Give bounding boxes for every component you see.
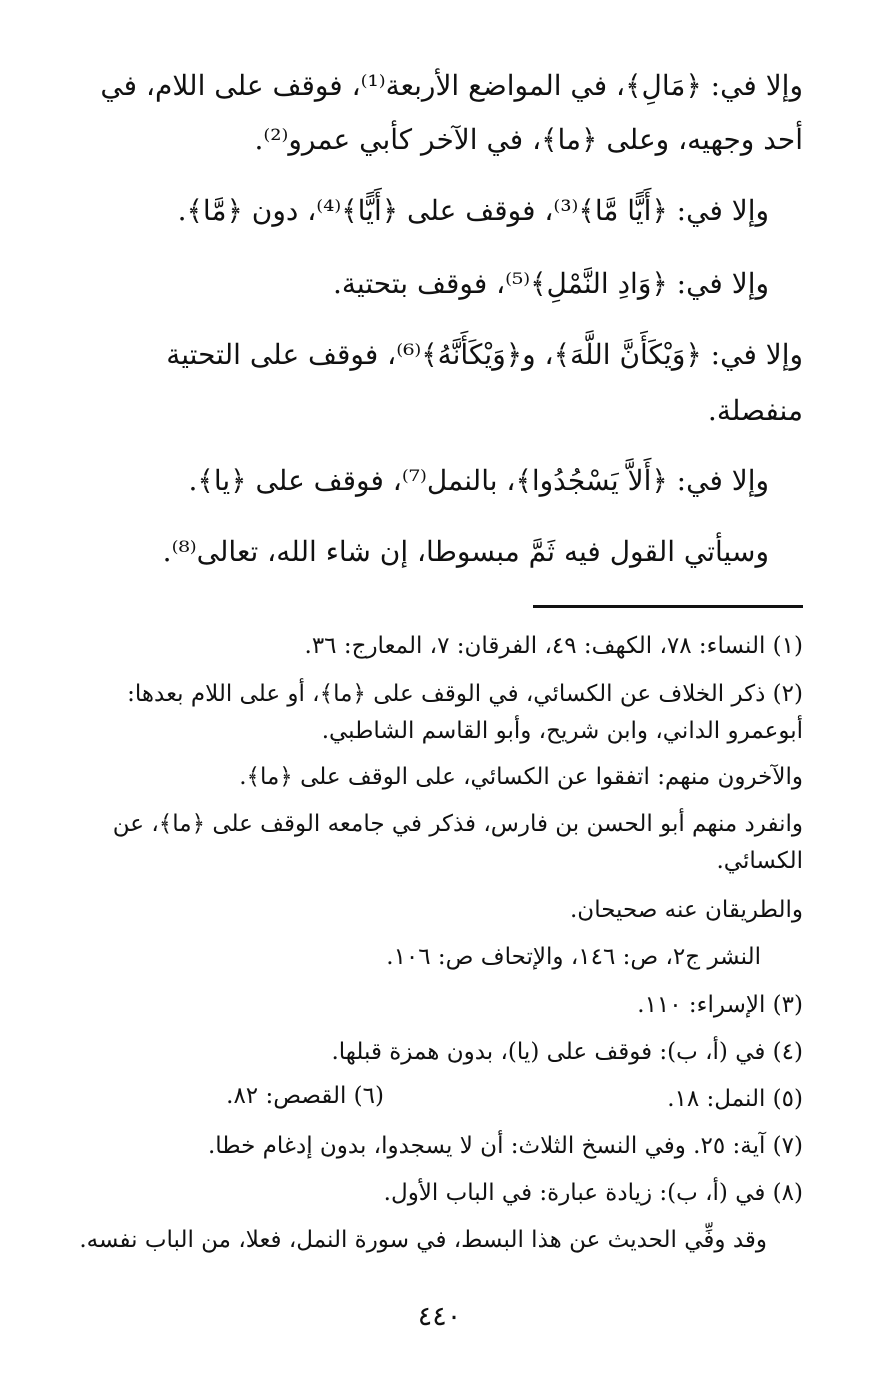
body-line-3: وإلا في: ﴿أَيًّا مَّا﴾⁽³⁾، فوقف على ﴿أَيًّا﴾⁽⁴⁾، دون ﴿مَّا﴾. bbox=[177, 194, 769, 227]
footnote-separator bbox=[533, 605, 803, 608]
footnote-2-source: النشر ج٢، ص: ١٤٦، والإتحاف ص: ١٠٦. bbox=[386, 944, 761, 970]
footnote-2-cont-5: والطريقان عنه صحيحان. bbox=[570, 897, 803, 923]
footnote-8: (٨) في (أ، ب): زيادة عبارة: في الباب الأول. bbox=[383, 1180, 803, 1206]
page-number: ٤٤٠ bbox=[417, 1301, 462, 1332]
footnote-5: (٥) النمل: ١٨. bbox=[667, 1086, 803, 1112]
body-line-7: وإلا في: ﴿أَلاَّ يَسْجُدُوا﴾، بالنمل⁽⁷⁾، فوقف على ﴿يا﴾. bbox=[188, 464, 769, 497]
footnote-2-cont-1: أبوعمرو الداني، وابن شريح، وأبو القاسم الشاطبي. bbox=[321, 718, 803, 744]
footnote-1: (١) النساء: ٧٨، الكهف: ٤٩، الفرقان: ٧، المعارج: ٣٦. bbox=[304, 633, 803, 659]
footnote-8-cont: وقد وفِّي الحديث عن هذا البسط، في سورة النمل، فعلا، من الباب نفسه. bbox=[79, 1227, 767, 1253]
footnote-6: (٦) القصص: ٨٢. bbox=[226, 1083, 384, 1109]
body-line-2: أحد وجهيه، وعلى ﴿ما﴾، في الآخر كأبي عمرو⁽²⁾. bbox=[254, 123, 803, 156]
footnote-2-cont-2: والآخرون منهم: اتفقوا عن الكسائي، على الوقف على ﴿ما﴾. bbox=[239, 764, 803, 790]
footnote-7: (٧) آية: ٢٥. وفي النسخ الثلاث: أن لا يسجدوا، بدون إدغام خطا. bbox=[207, 1133, 803, 1159]
body-line-1: وإلا في: ﴿مَالِ﴾، في المواضع الأربعة⁽¹⁾، فوقف على اللام، في bbox=[100, 69, 803, 102]
footnote-4: (٤) في (أ، ب): فوقف على (يا)، بدون همزة قبلها. bbox=[331, 1039, 803, 1065]
footnote-2-cont-3: وانفرد منهم أبو الحسن بن فارس، فذكر في جامعه الوقف على ﴿ما﴾، عن bbox=[112, 811, 803, 837]
footnote-2: (٢) ذكر الخلاف عن الكسائي، في الوقف على ﴿ما﴾، أو على اللام بعدها: bbox=[127, 681, 803, 707]
body-line-4: وإلا في: ﴿وَادِ النَّمْلِ﴾⁽⁵⁾، فوقف بتحتية. bbox=[332, 267, 769, 300]
footnote-3: (٣) الإسراء: ١١٠. bbox=[637, 992, 803, 1018]
body-line-8: وسيأتي القول فيه ثَمَّ مبسوطا، إن شاء الله، تعالى⁽⁸⁾. bbox=[162, 535, 769, 568]
body-line-6: منفصلة. bbox=[707, 394, 803, 427]
body-line-5: وإلا في: ﴿وَيْكَأَنَّ اللَّهَ﴾، و﴿وَيْكَأَنَّهُ﴾⁽⁶⁾، فوقف على التحتية bbox=[166, 338, 803, 371]
footnote-2-cont-4: الكسائي. bbox=[716, 848, 803, 874]
